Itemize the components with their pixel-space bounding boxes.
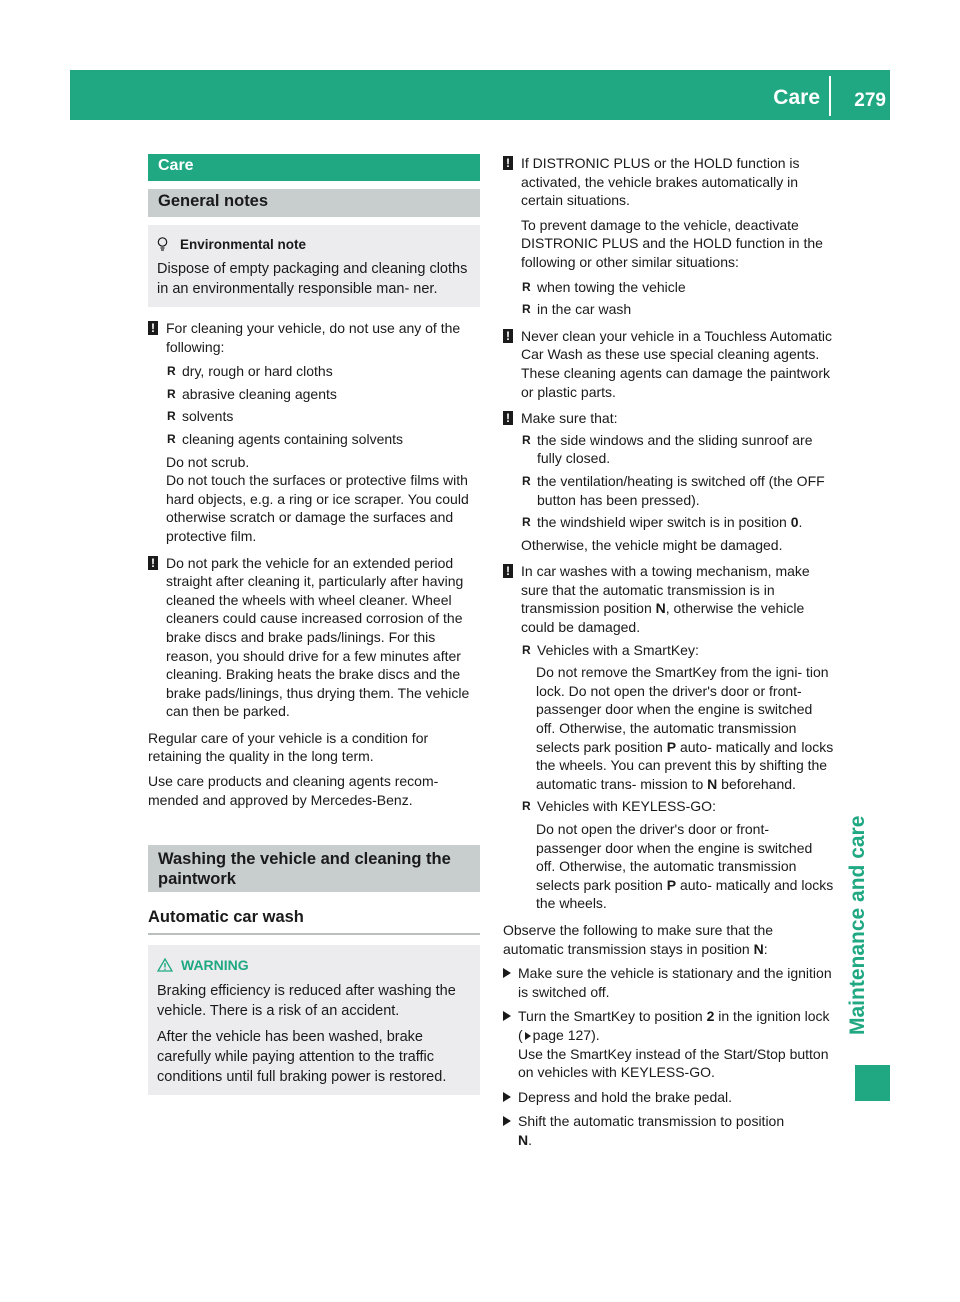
arrow-icon xyxy=(503,1116,511,1126)
environmental-note-box xyxy=(148,225,480,307)
cleaning-note-intro: For cleaning your vehicle, do not use any of the following: xyxy=(166,320,461,355)
warning-text-1: Braking efficiency is reduced after washing the vehicle. There is a risk of an accident. xyxy=(157,982,456,1019)
header-section-title: Care xyxy=(773,86,820,109)
cleaning-note-p2: Do not touch the surfaces or protective films with hard objects, e.g. a ring or ice scraper. You could otherwise scratch or damage the surfaces and protective film. xyxy=(166,472,469,544)
cleaning-note xyxy=(148,319,480,546)
list-item: R cleaning agents containing solvents xyxy=(167,430,480,449)
list-item: R when towing the vehicle xyxy=(522,278,835,297)
parking-note xyxy=(148,554,480,721)
list-item: R dry, rough or hard cloths xyxy=(167,362,480,381)
make-sure-note xyxy=(503,409,835,554)
washing-heading: Washing the vehicle and cleaning the paintwork xyxy=(148,845,480,892)
step-item: Turn the SmartKey to position 2 in the ignition lock ( page 127). Use the SmartKey instead of the Start/Stop button on vehicles with KEYLESS-GO. xyxy=(503,1007,835,1081)
list-item: R the side windows and the sliding sunroof are fully closed. xyxy=(522,431,835,468)
list-item: R solvents xyxy=(167,407,480,426)
side-tab-marker xyxy=(855,1065,890,1101)
page-reference-link[interactable]: page 127). xyxy=(532,1026,600,1043)
exclamation-icon: ! xyxy=(503,329,513,343)
distronic-note xyxy=(503,154,835,319)
step-item: Make sure the vehicle is stationary and the ignition is switched off. xyxy=(503,964,835,1001)
parking-note-text: Do not park the vehicle for an extended period straight after cleaning it, particularly after having cleaned the wheels with wheel cleaner. Wheel cleaners could cause increased corrosion of the brake discs and brake pads/linings. For this reason, you should drive for a few minutes after cleaning. Braking heats the brake discs and the brake pads/linings, thus drying them. The vehicle can then be parked. xyxy=(166,554,470,720)
page-reference-icon xyxy=(525,1032,531,1040)
env-note-text: Dispose of empty packaging and cleaning cloths in an environmentally responsible man- ner. xyxy=(157,261,468,297)
exclamation-icon: ! xyxy=(503,156,513,170)
header-bar xyxy=(70,70,890,120)
warning-box xyxy=(148,945,480,1095)
make-sure-intro: Make sure that: xyxy=(521,410,618,427)
exclamation-icon: ! xyxy=(148,321,158,335)
exclamation-icon: ! xyxy=(503,564,513,578)
left-column xyxy=(148,154,480,1095)
lightbulb-icon xyxy=(157,237,168,251)
care-heading: Care xyxy=(148,154,480,181)
distronic-note-p2: To prevent damage to the vehicle, deactivate DISTRONIC PLUS and the HOLD function in the following or other similar situations: xyxy=(521,216,823,270)
care-paragraph-2: Use care products and cleaning agents recom- mended and approved by Mercedes-Benz. xyxy=(148,773,439,808)
automatic-car-wash-heading: Automatic car wash xyxy=(148,900,480,935)
list-item: R the ventilation/heating is switched off (the OFF button has been pressed). xyxy=(522,472,835,509)
keyless-text: Do not open the driver's door or front- passenger door when the engine is switched off. Otherwise, the automatic transmission selects park position P auto- matically and locks the wheels. xyxy=(536,821,834,912)
exclamation-icon: ! xyxy=(503,411,513,425)
arrow-icon xyxy=(503,968,511,978)
touchless-note xyxy=(503,327,835,401)
cleaning-note-p1: Do not scrub. xyxy=(166,453,250,470)
arrow-icon xyxy=(503,1011,511,1021)
list-item: R Vehicles with KEYLESS-GO: xyxy=(522,797,835,816)
general-notes-heading: General notes xyxy=(148,189,480,217)
exclamation-icon: ! xyxy=(148,556,158,570)
observe-paragraph: Observe the following to make sure that the automatic transmission stays in position N: xyxy=(503,921,774,957)
smartkey-text: Do not remove the SmartKey from the igni- tion lock. Do not open the driver's door or front-passenger door when the engine is switched off. Otherwise, the automatic transmission selects park position P auto- matically and locks the wheels. You can prevent this by shifting the automatic trans- mission to N beforehand. xyxy=(536,664,834,792)
warning-title-row xyxy=(157,955,471,975)
side-tab-label: Maintenance and care xyxy=(846,815,869,1035)
env-note-title: Environmental note xyxy=(180,237,307,252)
header-separator xyxy=(829,76,831,116)
list-item: R abrasive cleaning agents xyxy=(167,385,480,404)
warning-triangle-icon xyxy=(157,958,173,972)
warning-title: WARNING xyxy=(181,956,249,973)
towing-mechanism-note xyxy=(503,562,835,913)
arrow-icon xyxy=(503,1092,511,1102)
care-paragraph-1: Regular care of your vehicle is a condition for retaining the quality in the long term. xyxy=(148,729,429,765)
env-note-title-row xyxy=(157,235,471,255)
towing-note-text: In car washes with a towing mechanism, make sure that the automatic transmission is in transmission position N, otherwise the vehicle could be damaged. xyxy=(521,563,810,636)
step-item: Depress and hold the brake pedal. xyxy=(503,1088,835,1107)
distronic-note-p1: If DISTRONIC PLUS or the HOLD function is activated, the vehicle brakes automatically in certain situations. xyxy=(521,155,800,209)
touchless-note-text: Never clean your vehicle in a Touchless Automatic Car Wash as these use special cleaning agents. These cleaning agents can damage the paintwork or plastic parts. xyxy=(521,327,833,400)
make-sure-after: Otherwise, the vehicle might be damaged. xyxy=(521,536,783,553)
list-item: R the windshield wiper switch is in position 0. xyxy=(522,513,835,532)
list-item: R Vehicles with a SmartKey: xyxy=(522,641,835,660)
step-item: Shift the automatic transmission to position N. xyxy=(503,1112,835,1149)
page-number: 279 xyxy=(854,90,886,111)
right-column xyxy=(503,154,835,1156)
warning-text-2: After the vehicle has been washed, brake carefully while paying attention to the traffic conditions until full braking power is restored. xyxy=(157,1028,447,1085)
list-item: R in the car wash xyxy=(522,300,835,319)
